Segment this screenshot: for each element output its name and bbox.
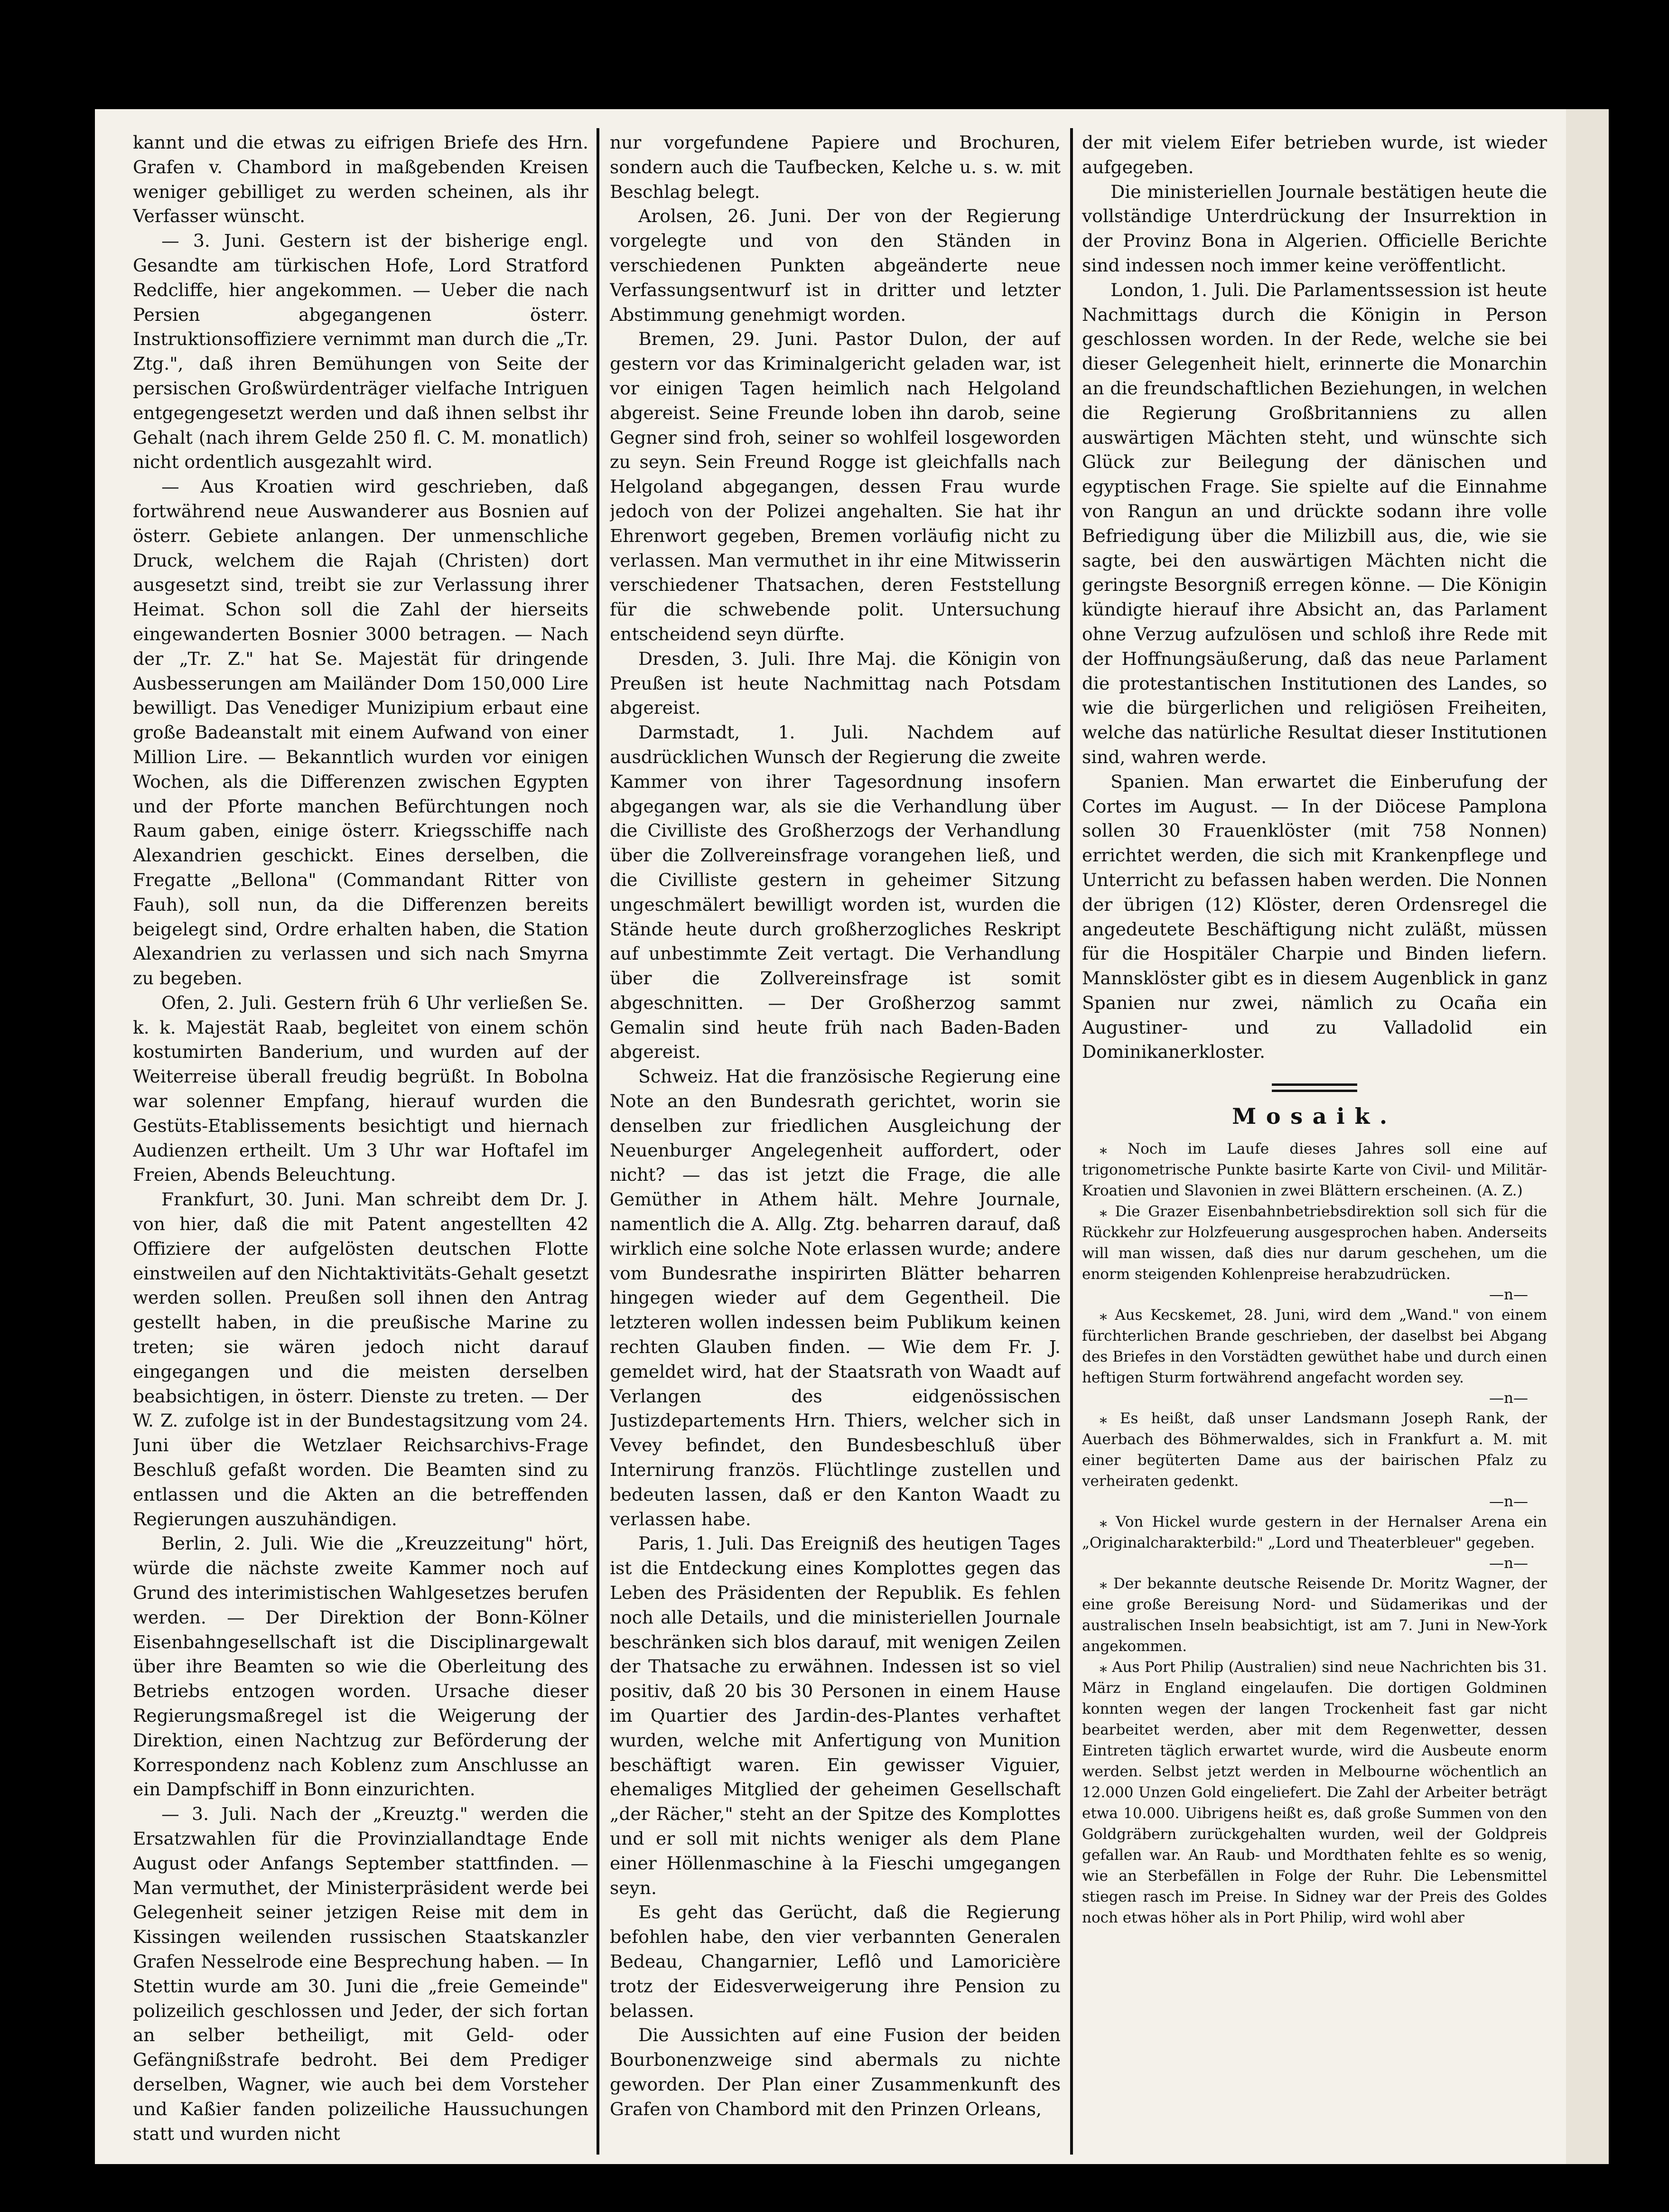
article-paragraph: Arolsen, 26. Juni. Der von der Regierung vorgelegte und von den Ständen in verschiedenen Punkten abgeänderte neue Verfassungsentwurf ist in dritter und letzter Abstimmung genehmigt worden. [610, 205, 1061, 325]
note-marker: ⁎ [1100, 1513, 1107, 1531]
article-paragraph: London, 1. Juli. Die Parlamentssession ist heute Nachmittags durch die Königin in Person geschlossen worden. In der Rede, welche sie bei dieser Gelegenheit hielt, erinnerte die Monarchin an die freundschaftlichen Beziehungen, in welchen die Regierung Großbritanniens zu allen auswärtigen Mächten steht, und wünschte sich Glück zur Beilegung der dänischen und egyptischen Frage. Sie spielte auf die Einnahme von Rangun an und drückte sodann ihre volle Befriedigung über die Milizbill aus, die, wie sie sagte, bei den auswärtigen Mächten nicht die geringste Besorgniß erregen könne. — Die Königin kündigte hierauf ihre Absicht an, das Parlament ohne Verzug aufzulösen und schloß ihre Rede mit der Hoffnungsäußerung, daß das neue Parlament die protestantischen Institutionen des Landes, so wie die bürgerlichen und religiösen Freiheiten, welche das natürliche Resultat dieser Institutionen sind, wahren werde. [1082, 279, 1547, 767]
mosaik-item [1082, 1201, 1547, 1285]
article-paragraph: — 3. Juni. Gestern ist der bisherige engl. Gesandte am türkischen Hofe, Lord Stratford Redcliffe, hier angekommen. — Ueber die nach Persien abgegangenen österr. Instruktionsoffiziere vernimmt man durch die „Tr. Ztg.", daß ihren Bemühungen von Seite der persischen Großwürdenträger vielfache Intriguen entgegengesetzt werden und daß ihnen selbst ihr Gehalt (nach ihrem Gelde 250 fl. C. M. monatlich) nicht ordentlich ausgezahlt wird. [133, 230, 588, 473]
mosaik-item [1082, 1139, 1547, 1201]
article-paragraph: Die Aussichten auf eine Fusion der beiden Bourbonenzweige sind abermals zu nichte geworden. Der Plan einer Zusammenkunft des Grafen von Chambord mit den Prinzen Orleans, [610, 2025, 1061, 2119]
article-paragraph: Schweiz. Hat die französische Regierung eine Note an den Bundesrath gerichtet, worin sie denselben zur friedlichen Ausgleichung der Neuenburger Angelegenheit auffordert, oder nicht? — das ist jetzt die Frage, die alle Gemüther in Athem hält. Mehre Journale, namentlich die A. Allg. Ztg. beharren darauf, daß wirklich eine solche Note erlassen wurde; andere vom Bundesrathe inspirirten Blätter beharren hingegen wieder auf dem Gegentheil. Die letzteren wollen indessen beim Publikum keinen rechten Glauben finden. — Wie dem Fr. J. gemeldet wird, hat der Staatsrath von Waadt auf Verlangen des eidgenössischen Justizdepartements Hrn. Thiers, welcher sich in Vevey befindet, den Bundesbeschluß über Internirung französ. Flüchtlinge zustellen und bedeuten lassen, daß er den Kanton Waadt zu verlassen habe. [610, 1066, 1061, 1530]
mosaik-item-text: Der bekannte deutsche Reisende Dr. Moritz Wagner, der eine große Bereisung Nord- und Südamerikas und der australischen Inseln beabsichtigt, ist am 7. Juni in New-York angekommen. [1082, 1575, 1547, 1655]
note-signature: —n— [1489, 1493, 1528, 1511]
mosaik-item-text: Aus Port Philip (Australien) sind neue Nachrichten bis 31. März in England eingelaufen. Die dortigen Goldminen konnten wegen der langen Trockenheit fast gar nicht bearbeitet werden, aber mit dem Regenwetter, dessen Eintreten täglich erwartet wurde, wird die Ausbeute enorm werden. Selbst jetzt werden in Melbourne wöchentlich an 12.000 Unzen Gold eingeliefert. Die Zahl der Arbeiter beträgt etwa 10.000. Uibrigens heißt es, daß große Summen von den Goldgräbern zurückgehalten wurden, weil der Goldpreis gefallen war. An Raub- und Mordthaten fehlte es so wenig, wie an Sterbefällen in Folge der Ruhr. Die Lebensmittel stiegen rasch im Preise. In Sidney war der Preis des Goldes noch etwas höher als in Port Philip, wird wohl aber [1082, 1659, 1547, 1927]
article-paragraph: Die ministeriellen Journale bestätigen heute die vollständige Unterdrückung der Insurrektion in der Provinz Bona in Algerien. Officielle Berichte sind indessen noch immer keine veröffentlicht. [1082, 181, 1547, 276]
article-paragraph: Paris, 1. Juli. Das Ereigniß des heutigen Tages ist die Entdeckung eines Komplottes gegen das Leben des Präsidenten der Republik. Es fehlen noch alle Details, und die ministeriellen Journale beschränken sich blos darauf, mit wenigen Zeilen der Thatsache zu erwähnen. Indessen ist so viel positiv, daß 20 bis 30 Personen in einem Hause im Quartier des Jardin-des-Plantes verhaftet wurden, welche mit Anfertigung von Munition beschäftigt waren. Ein gewisser Viguier, ehemaliges Mitglied der geheimen Gesellschaft „der Rächer," steht an der Spitze des Komplottes und er soll mit nichts weniger als dem Plane einer Höllenmaschine à la Fieschi umgegangen seyn. [610, 1533, 1061, 1898]
mosaik-item [1082, 1408, 1547, 1492]
column-rule [597, 128, 599, 2155]
note-marker: ⁎ [1100, 1307, 1107, 1324]
note-marker: ⁎ [1100, 1659, 1107, 1676]
mosaik-heading: Mosaik. [1232, 1103, 1397, 1129]
left-column [133, 131, 588, 2152]
article-paragraph: der mit vielem Eifer betrieben wurde, ist wieder aufgegeben. [1082, 132, 1547, 177]
note-marker: ⁎ [1100, 1410, 1107, 1428]
mosaik-item-text: Von Hickel wurde gestern in der Hernalser Arena ein „Originalcharakterbild:" „Lord und Theaterbleuer" gegeben. [1082, 1513, 1547, 1552]
article-paragraph: — 3. Juli. Nach der „Kreuztg." werden die Ersatzwahlen für die Provinziallandtage Ende August oder Anfangs September stattfinden. — Man vermuthet, der Ministerpräsident werde bei Gelegenheit seiner jetzigen Reise mit dem in Kissingen weilenden russischen Staatskanzler Grafen Nesselrode eine Besprechung haben. — In Stettin wurde am 30. Juni die „freie Gemeinde" polizeilich geschlossen und Jeder, der sich fortan an selber betheiligt, mit Geld- oder Gefängnißstrafe bedroht. Bei dem Prediger derselben, Wagner, wie auch bei dem Vorsteher und Kaßier fanden polizeiliche Haussuchungen statt und wurden nicht [133, 1803, 588, 2144]
mosaik-item-text: Noch im Laufe dieses Jahres soll eine auf trigonometrische Punkte basirte Karte von Civil- und Militär-Kroatien und Slavonien in zwei Blättern erscheinen. (A. Z.) [1082, 1140, 1547, 1200]
note-marker: ⁎ [1100, 1140, 1107, 1158]
note-signature: —n— [1489, 1390, 1528, 1407]
note-marker: ⁎ [1100, 1575, 1107, 1593]
adjacent-page-edge [1566, 109, 1609, 2164]
mosaik-item [1082, 1657, 1547, 1928]
column-rule [1070, 128, 1073, 2155]
article-paragraph: Darmstadt, 1. Juli. Nachdem auf ausdrücklichen Wunsch der Regierung die zweite Kammer von ihrer Tagesordnung insofern abgegangen war, als sie die Verhandlung über die Civilliste des Großherzogs der Verhandlung über die Zollvereinsfrage vorangehen ließ, und die Civilliste gestern in geheimer Sitzung ungeschmälert bewilligt worden ist, wurden die Stände heute durch großherzogliches Reskript auf unbestimmte Zeit vertagt. Die Verhandlung über die Zollvereinsfrage ist somit abgeschnitten. — Der Großherzog sammt Gemalin sind heute früh nach Baden-Baden abgereist. [610, 722, 1061, 1063]
article-paragraph: Bremen, 29. Juni. Pastor Dulon, der auf gestern vor das Kriminalgericht geladen war, ist vor einigen Tagen heimlich nach Helgoland abgereist. Seine Freunde loben ihn darob, seine Gegner sind froh, seiner so wohlfeil losgeworden zu seyn. Sein Freund Rogge ist gleichfalls nach Helgoland abgegangen, dessen Frau wurde jedoch von der Polizei angehalten. Sie hat ihr Ehrenwort gegeben, Bremen vorläufig nicht zu verlassen. Man vermuthet in ihr eine Mitwisserin verschiedener Thatsachen, deren Feststellung für die schwebende polit. Untersuchung entscheidend seyn dürfte. [610, 328, 1061, 644]
note-marker: ⁎ [1100, 1203, 1107, 1221]
mosaik-item [1082, 1573, 1547, 1657]
middle-column [610, 131, 1061, 2152]
mosaik-item [1082, 1512, 1547, 1553]
article-paragraph: Es geht das Gerücht, daß die Regierung befohlen habe, den vier verbannten Generalen Bedeau, Changarnier, Leflô und Lamoricière trotz der Eidesverweigerung ihre Pension zu belassen. [610, 1902, 1061, 2021]
article-paragraph: Ofen, 2. Juli. Gestern früh 6 Uhr verließen Se. k. k. Majestät Raab, begleitet von einem schön kostumirten Banderium, und wurden auf der Weiterreise überall freudig begrüßt. In Bobolna war solenner Empfang, hierauf wurden die Gestüts-Etablissements besichtigt und hiernach Audienzen ertheilt. Um 3 Uhr war Hoftafel im Freien, Abends Beleuchtung. [133, 992, 588, 1185]
article-paragraph: Berlin, 2. Juli. Wie die „Kreuzzeitung" hört, würde die nächste zweite Kammer noch auf Grund des interimistischen Wahlgesetzes berufen werden. — Der Direktion der Bonn-Kölner Eisenbahngesellschaft ist die Disciplinargewalt über ihre Beamten so wie die Oberleitung des Betriebs entzogen worden. Ursache dieser Regierungsmaßregel ist die Weigerung der Direktion, einen Nachtzug zur Beförderung der Korrespondenz nach Koblenz zum Anschlusse an ein Dampfschiff in Bonn einzurichten. [133, 1533, 588, 1800]
mosaik-item [1082, 1305, 1547, 1388]
note-signature: —n— [1489, 1555, 1528, 1572]
note-signature: —n— [1489, 1286, 1528, 1304]
article-paragraph: — Aus Kroatien wird geschrieben, daß fortwährend neue Auswanderer aus Bosnien auf österr. Gebiete anlangen. Der unmenschliche Druck, welchem die Rajah (Christen) dort ausgesetzt sind, treibt sie zur Verlassung ihrer Heimat. Schon soll die Zahl der hierseits eingewanderten Bosnier 3000 betragen. — Nach der „Tr. Z." hat Se. Majestät für dringende Ausbesserungen am Mailänder Dom 150,000 Lire bewilligt. Das Venediger Munizipium erbaut eine große Badeanstalt mit einem Aufwand von einer Million Lire. — Bekanntlich wurden vor einigen Wochen, als die Differenzen zwischen Egypten und der Pforte manchen Befürchtungen noch Raum gaben, einige österr. Kriegsschiffe nach Alexandrien geschickt. Eines derselben, die Fregatte „Bellona" (Commandant Ritter von Fauh), soll nun, da die Differenzen bereits beigelegt sind, Ordre erhalten haben, die Station Alexandrien zu verlassen und sich nach Smyrna zu begeben. [133, 476, 588, 989]
mosaik-item-text: Aus Kecskemet, 28. Juni, wird dem „Wand." von einem fürchterlichen Brande geschrieben, der daselbst bei Abgang des Briefes in den Vorstädten gewüthet habe und durch einen heftigen Sturm fortwährend angefacht worden sey. [1082, 1307, 1547, 1387]
mosaik-item-text: Es heißt, daß unser Landsmann Joseph Rank, der Auerbach des Böhmerwaldes, sich in Frankfurt a. M. mit einer begüterten Dame aus der bairischen Pfalz zu verheiraten gedenkt. [1082, 1410, 1547, 1490]
article-paragraph: nur vorgefundene Papiere und Brochuren, sondern auch die Taufbecken, Kelche u. s. w. mit Beschlag belegt. [610, 132, 1061, 202]
right-column [1082, 131, 1547, 2152]
section-divider [1272, 1083, 1357, 1092]
article-paragraph: Spanien. Man erwartet die Einberufung der Cortes im August. — In der Diöcese Pamplona sollen 30 Frauenklöster (mit 758 Nonnen) errichtet werden, die sich mit Krankenpflege und Unterricht zu befassen haben werden. Die Nonnen der übrigen (12) Klöster, deren Ordensregel die angedeutete Beschäftigung nicht zuläßt, müssen für die Hospitäler Charpie und Binden liefern. Mannsklöster gibt es in diesem Augenblick in ganz Spanien nur zwei, nämlich zu Ocaña ein Augustiner- und zu Valladolid ein Dominikanerkloster. [1082, 771, 1547, 1063]
article-paragraph: Dresden, 3. Juli. Ihre Maj. die Königin von Preußen ist heute Nachmittag nach Potsdam abgereist. [610, 648, 1061, 719]
newspaper-page [95, 109, 1580, 2164]
article-paragraph: Frankfurt, 30. Juni. Man schreibt dem Dr. J. von hier, daß die mit Patent angestellten 42 Offiziere der aufgelösten deutschen Flotte einstweilen auf den Nichtaktivitäts-Gehalt gesetzt werden sollen. Preußen soll ihnen den Antrag gestellt haben, in die preußische Marine zu treten; sie wären jedoch nicht darauf eingegangen und die meisten derselben beabsichtigen, in österr. Dienste zu treten. — Der W. Z. zufolge ist in der Bundestagsitzung vom 24. Juni über die Wetzlaer Reichsarchivs-Frage Beschluß gefaßt worden. Die Beamten sind zu entlassen und die Akten an die betreffenden Regierungen auszuhändigen. [133, 1189, 588, 1530]
mosaik-item-text: Die Grazer Eisenbahnbetriebsdirektion soll sich für die Rückkehr zur Holzfeuerung ausgesprochen haben. Anderseits will man wissen, daß dies nur darum geschehen, um die enorm steigenden Kohlenpreise herabzudrücken. [1082, 1203, 1547, 1283]
article-paragraph: kannt und die etwas zu eifrigen Briefe des Hrn. Grafen v. Chambord in maßgebenden Kreisen weniger gebilliget zu werden scheinen, als ihr Verfasser wünscht. [133, 132, 588, 227]
